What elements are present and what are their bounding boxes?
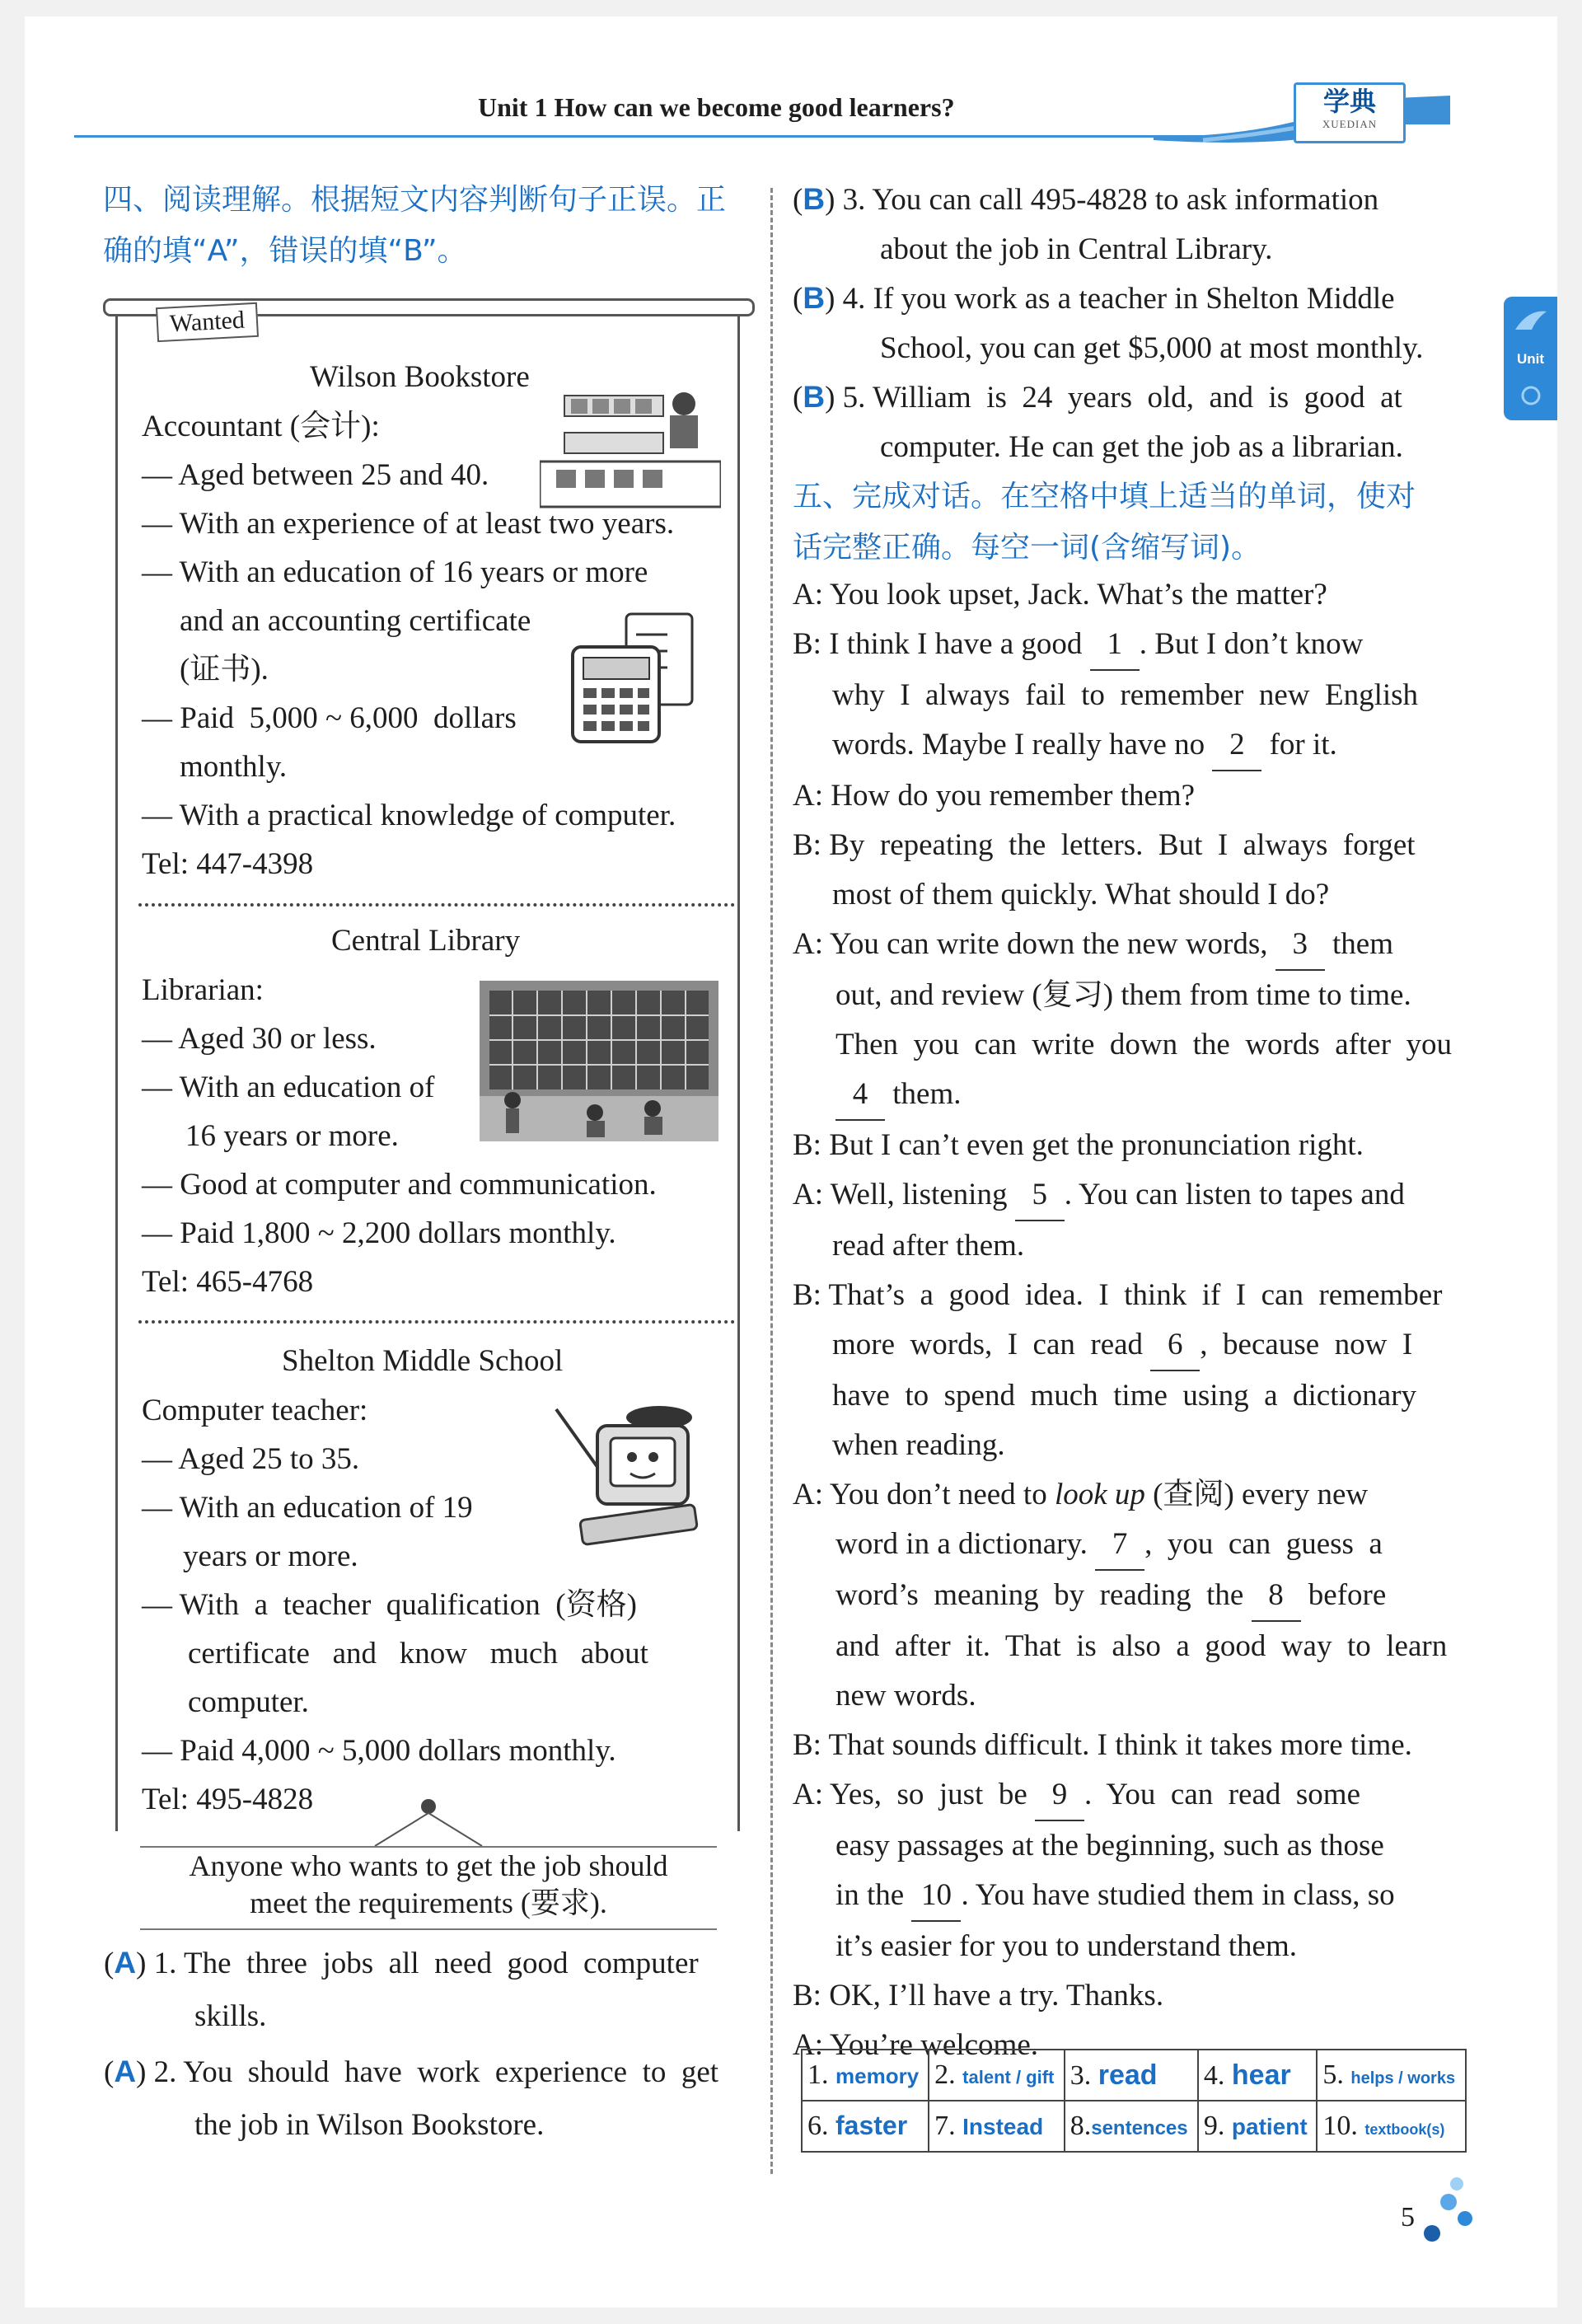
question-text: William is 24 years old, and is good at (872, 381, 1402, 415)
ad1-item: — With an education of 16 years or more (142, 555, 648, 589)
blank-10: 10 (911, 1871, 961, 1922)
ad2-item: — Aged 30 or less. (142, 1022, 377, 1056)
blank-8: 8 (1252, 1571, 1301, 1622)
question-text: skills. (194, 1999, 267, 2033)
answer-mark: A (114, 1946, 137, 1980)
dialogue-text: A: Well, listening (793, 1178, 1008, 1211)
answer-num: 9. (1203, 2111, 1225, 2141)
answer-cell (1065, 2050, 1198, 2101)
answer-num: 2. (934, 2059, 956, 2090)
blank-3: 3 (1275, 920, 1325, 971)
question-2: (A) 2. You should have work experience to get the job in Wilson Bookstore. (104, 2047, 760, 2150)
ad3-item: — With a teacher qualification (资格) (142, 1588, 637, 1622)
dialogue-line (793, 1770, 1468, 1821)
dialogue-line: B: OK, I’ll have a try. Thanks. (793, 1979, 1164, 2012)
answer-row (802, 2050, 1466, 2101)
dialogue-line: new words. (835, 1679, 976, 1713)
answer-num: 7. (934, 2111, 956, 2141)
page-number: 5 (1401, 2202, 1415, 2233)
ad1-item: — With a practical knowledge of computer. (142, 799, 676, 832)
ad3-tel: Tel: 495-4828 (142, 1783, 314, 1816)
ad2-title: Central Library (331, 924, 521, 958)
dialogue-text: in the (835, 1878, 905, 1912)
ad3-item: years or more. (183, 1539, 358, 1573)
blank-2: 2 (1212, 720, 1261, 771)
header-title: Unit 1 How can we become good learners? (478, 92, 955, 122)
dialogue-text-italic: look up (1054, 1478, 1145, 1511)
ad3-item: — With an education of 19 (142, 1491, 473, 1525)
dialogue-line: A: How do you remember them? (793, 779, 1196, 813)
hexagon-dots-icon (1417, 2176, 1475, 2250)
ad2-item: 16 years or more. (185, 1119, 399, 1153)
dialogue-line: B: That sounds difficult. I think it takes more time. (793, 1728, 1412, 1762)
ad1-item: — Paid 5,000 ~ 6,000 dollars (142, 701, 517, 735)
answer-word: textbook(s) (1364, 2121, 1445, 2138)
wing-icon (1512, 305, 1550, 338)
answer-cell (1317, 2050, 1466, 2101)
answer-cell (929, 2101, 1065, 2152)
blank-7: 7 (1095, 1520, 1144, 1571)
dialogue-text: (查阅) every new (1153, 1478, 1369, 1511)
library-photo-icon (480, 981, 718, 1141)
dialogue-text: , you can guess a (1144, 1527, 1383, 1561)
answer-num: 6. (807, 2111, 829, 2141)
answer-mark: B (803, 380, 826, 414)
dialogue-line: B: By repeating the letters. But I always forget (793, 828, 1416, 862)
dialogue-line: A: You’re welcome. (793, 2028, 1039, 2062)
ad2-tel: Tel: 465-4768 (142, 1265, 314, 1299)
question-text: School, you can get $5,000 at most monthly. (880, 331, 1424, 365)
dialogue-line: most of them quickly. What should I do? (832, 878, 1330, 911)
question-1: (A) 1. The three jobs all need good computer skills. (104, 1938, 760, 2041)
ad1-item: and an accounting certificate (180, 604, 531, 638)
dialogue-text: for it. (1269, 728, 1337, 761)
answer-num: 10. (1322, 2111, 1358, 2141)
swirl-icon (1519, 383, 1543, 408)
dialogue-line (793, 1470, 1468, 1520)
answer-word: read (1098, 2059, 1158, 2091)
dialogue-text: them. (892, 1077, 962, 1111)
question-number: 1. (153, 1947, 177, 1980)
dialogue-line (793, 1320, 1468, 1371)
computer-teacher-icon (548, 1393, 713, 1549)
answer-num: 5. (1322, 2059, 1344, 2090)
ad1-item: — With an experience of at least two years. (142, 507, 675, 541)
brand-logo (1294, 82, 1406, 143)
wanted-banner: Wanted (156, 302, 259, 342)
ad1-position: Accountant (会计): (142, 410, 380, 443)
ad-divider (138, 1320, 735, 1324)
dialogue-text: words. Maybe I really have no (832, 728, 1205, 761)
answer-cell (1198, 2050, 1317, 2101)
answer-cell (1065, 2101, 1198, 2152)
note-line: meet the requirements (要求). (250, 1886, 607, 1919)
answer-word: hear (1231, 2059, 1291, 2091)
answer-word: faster (835, 2111, 908, 2140)
ad1-item: — Aged between 25 and 40. (142, 458, 489, 492)
question-4: (B) 4. If you work as a teacher in Shelton Middle School, you can get $5,000 at most monthly. (793, 274, 1468, 373)
answer-word: Instead (962, 2114, 1044, 2139)
blank-5: 5 (1015, 1170, 1065, 1221)
ad-divider (138, 903, 735, 907)
answer-word: helps / works (1350, 2069, 1456, 2087)
section5-heading-line: 话完整正确。每空一词(含缩写词)。 (793, 531, 1261, 565)
answer-num: 1. (807, 2059, 829, 2090)
answer-mark: A (114, 2055, 137, 2088)
ad2-item: — With an education of (142, 1071, 435, 1104)
dialogue-line: Then you can write down the words after you (835, 1028, 1453, 1061)
ad3-title: Shelton Middle School (282, 1344, 564, 1378)
answer-key-table (801, 2049, 1467, 2153)
header-rule (74, 135, 1310, 138)
answer-cell (929, 2050, 1065, 2101)
question-text: You should have work experience to get (183, 2055, 719, 2089)
blank-1: 1 (1090, 620, 1140, 671)
question-3: (B) 3. You can call 495-4828 to ask information about the job in Central Library. (793, 175, 1468, 274)
dialogue-line (793, 1871, 1468, 1922)
dialogue-text: . But I don’t know (1139, 627, 1364, 661)
question-text: the job in Wilson Bookstore. (194, 2108, 545, 2142)
column-divider (770, 188, 773, 2174)
dialogue-text: word in a dictionary. (835, 1527, 1088, 1561)
ad3-item: computer. (188, 1685, 309, 1719)
dialogue-line: B: But I can’t even get the pronunciation right. (793, 1128, 1364, 1162)
dialogue-text: . You can read some (1084, 1778, 1361, 1811)
dialogue-line: out, and review (复习) them from time to time. (835, 978, 1411, 1012)
dialogue-line: A: You look upset, Jack. What’s the matter? (793, 578, 1327, 611)
dialogue-line: have to spend much time using a dictionary (832, 1379, 1417, 1413)
ad3-item: certificate and know much about (188, 1637, 648, 1670)
ad1-tel: Tel: 447-4398 (142, 847, 314, 881)
dialogue-line (793, 1520, 1468, 1571)
dialogue-line (793, 920, 1468, 971)
question-number: 3. (842, 183, 866, 217)
question-text: The three jobs all need good computer (183, 1947, 699, 1980)
unit-side-tab (1504, 297, 1557, 420)
question-number: 2. (153, 2055, 177, 2089)
dialogue-line: and after it. That is also a good way to learn (835, 1629, 1448, 1663)
dialogue-line: why I always fail to remember new English (832, 678, 1419, 712)
question-text: You can call 495-4828 to ask information (872, 183, 1379, 217)
answer-num: 4. (1203, 2059, 1225, 2091)
dialogue-line: it’s easier for you to understand them. (835, 1929, 1298, 1963)
question-5: (B) 5. William is 24 years old, and is good at computer. He can get the job as a librarian. (793, 372, 1468, 472)
blank-6: 6 (1150, 1320, 1200, 1371)
dialogue-text: A: Yes, so just be (793, 1778, 1027, 1811)
dialogue-text: . You have studied them in class, so (961, 1878, 1395, 1912)
dialogue-text: before (1308, 1578, 1387, 1612)
answer-word: sentences (1091, 2117, 1188, 2139)
dialogue-text: word’s meaning by reading the (835, 1578, 1244, 1612)
question-text: If you work as a teacher in Shelton Middle (873, 282, 1395, 316)
answer-row (802, 2101, 1466, 2152)
ad3-position: Computer teacher: (142, 1394, 368, 1427)
dialogue-text: B: I think I have a good (793, 627, 1083, 661)
dialogue-text: , because now I (1200, 1328, 1413, 1361)
dialogue-line: B: That’s a good idea. I think if I can remember (793, 1278, 1443, 1312)
question-text: computer. He can get the job as a librarian. (880, 430, 1403, 464)
section5-heading (793, 471, 1416, 574)
answer-word: talent / gift (962, 2067, 1055, 2087)
dialogue-text: them (1332, 927, 1394, 961)
question-text: about the job in Central Library. (880, 232, 1273, 266)
side-tab-label: Unit (1516, 351, 1545, 367)
dialogue-line: easy passages at the beginning, such as those (835, 1829, 1384, 1862)
section4-heading-line: 四、阅读理解。根据短文内容判断句子正误。正 (103, 183, 727, 217)
bookstore-clerk-icon (540, 387, 721, 511)
blank-9: 9 (1035, 1770, 1084, 1821)
answer-cell (802, 2050, 929, 2101)
answer-cell (1198, 2101, 1317, 2152)
ad3-item: — Aged 25 to 35. (142, 1442, 360, 1476)
ad2-item: — Paid 1,800 ~ 2,200 dollars monthly. (142, 1216, 616, 1250)
ad2-position: Librarian: (142, 973, 264, 1007)
ad1-item: (证书). (180, 653, 269, 686)
ad1-item: monthly. (180, 750, 288, 784)
dialogue-line (793, 1070, 1468, 1121)
ad1-title: Wilson Bookstore (310, 360, 530, 394)
logo-subtext: XUEDIAN (1322, 118, 1378, 130)
answer-word: memory (835, 2064, 920, 2088)
answer-cell (1317, 2101, 1466, 2152)
dialogue-line: read after them. (832, 1229, 1025, 1263)
section4-heading (103, 175, 726, 277)
blank-4: 4 (835, 1070, 885, 1121)
section4-heading-line: 确的填“A”，错误的填“B”。 (103, 234, 467, 268)
ad2-item: — Good at computer and communication. (142, 1168, 657, 1202)
dialogue-text: more words, I can read (832, 1328, 1144, 1361)
ad3-item: — Paid 4,000 ~ 5,000 dollars monthly. (142, 1734, 616, 1768)
answer-word: patient (1231, 2114, 1308, 2139)
question-number: 4. (842, 282, 866, 316)
dialogue (793, 570, 1468, 2070)
answer-mark: B (803, 281, 826, 315)
dialogue-text: A: You don’t need to (793, 1478, 1047, 1511)
calculator-icon (569, 610, 709, 750)
answer-num: 3. (1069, 2059, 1092, 2091)
dialogue-line (793, 620, 1468, 671)
dialogue-text: A: You can write down the new words, (793, 927, 1268, 961)
requirements-note (140, 1846, 717, 1930)
note-line: Anyone who wants to get the job should (189, 1849, 668, 1882)
dialogue-line (793, 720, 1468, 771)
dialogue-line: when reading. (832, 1428, 1005, 1462)
dialogue-text: . You can listen to tapes and (1064, 1178, 1405, 1211)
answer-mark: B (803, 182, 826, 216)
dialogue-line (793, 1170, 1468, 1221)
logo-text: 学典 (1322, 86, 1376, 117)
question-number: 5. (842, 381, 866, 415)
answer-cell (802, 2101, 929, 2152)
section5-heading-line: 五、完成对话。在空格中填上适当的单词，使对 (793, 480, 1416, 513)
dialogue-line (793, 1571, 1468, 1622)
answer-num: 8. (1069, 2111, 1092, 2141)
